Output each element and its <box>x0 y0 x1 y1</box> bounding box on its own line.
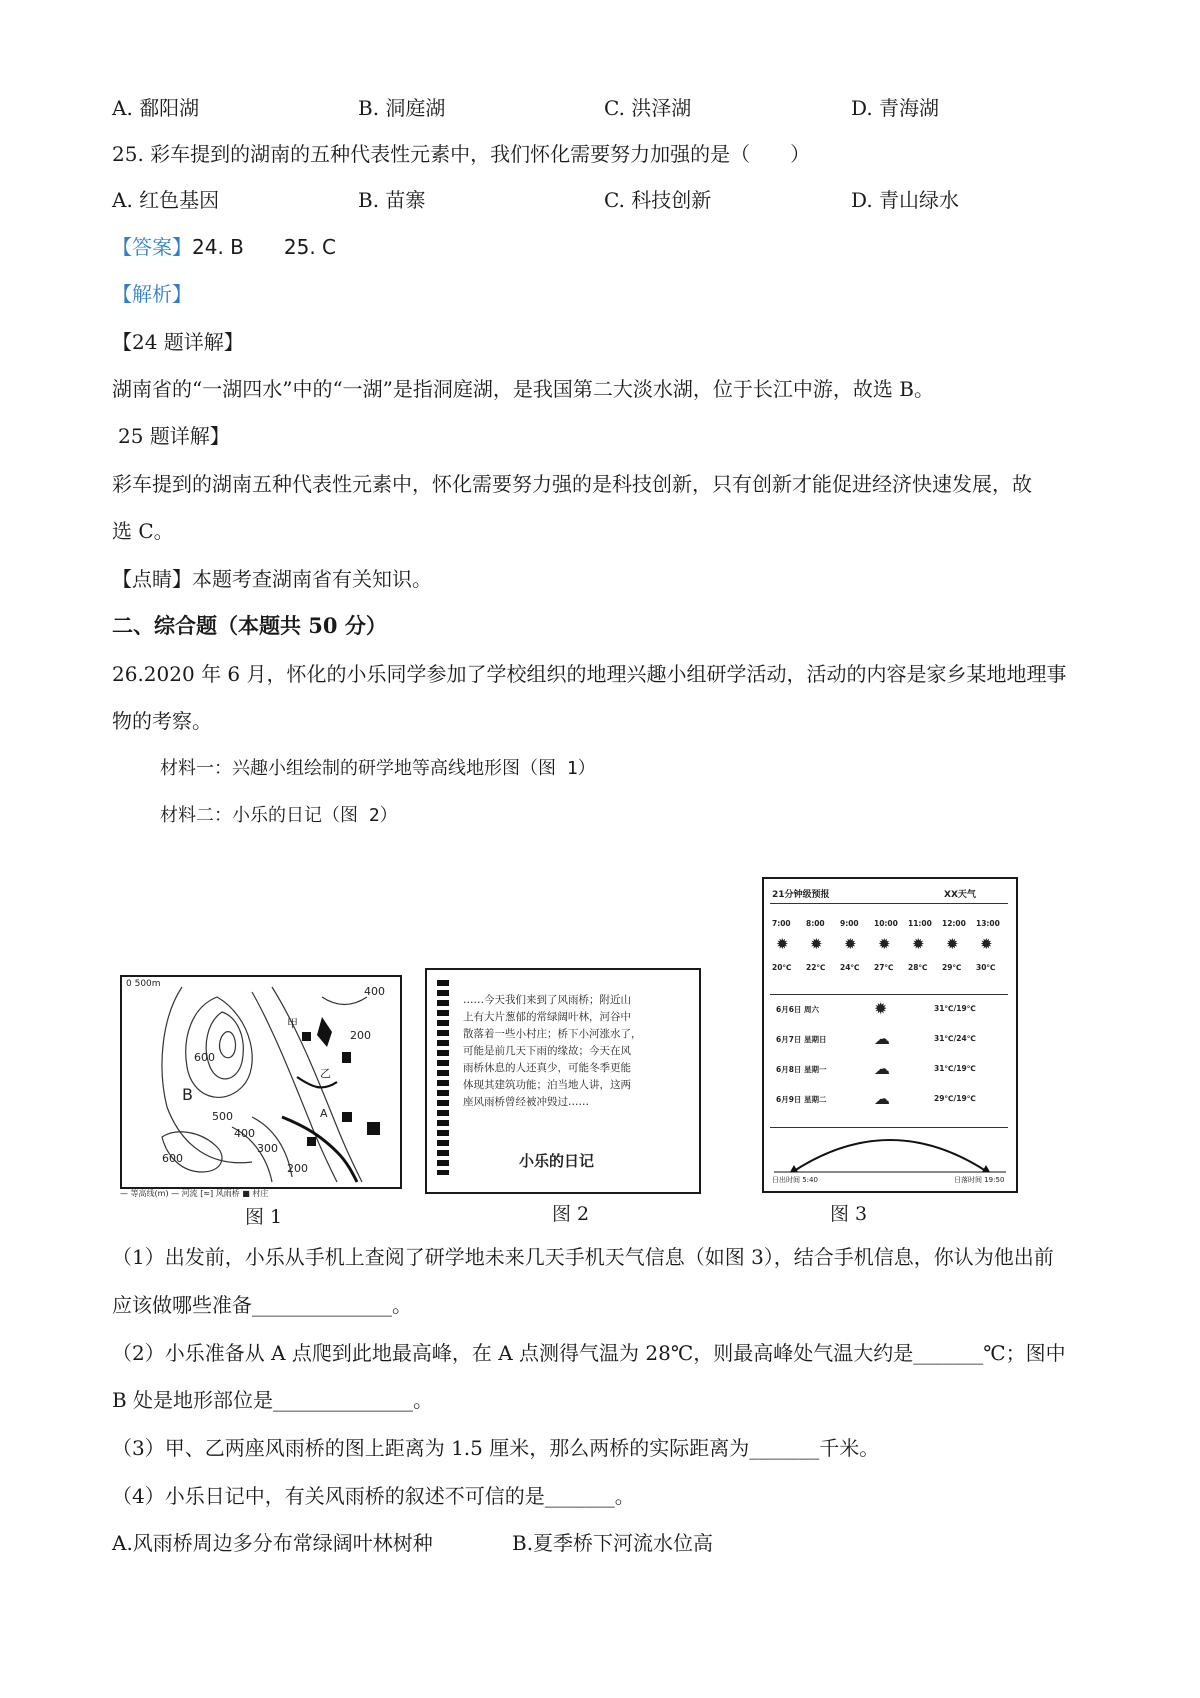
divider <box>770 994 1008 995</box>
forecast-temp: 24℃ <box>840 963 860 972</box>
sun-icon: ✹ <box>776 935 789 953</box>
q26-stem-1: 26.2020 年 6 月，怀化的小乐同学参加了学校组织的地理兴趣小组研学活动，活动的内容是家乡某地地理事 <box>112 662 1067 686</box>
forecast-temp: 28℃ <box>908 963 928 972</box>
q24-option-c: C. 洪泽湖 <box>604 96 692 120</box>
forecast-hour: 7:00 <box>772 919 791 928</box>
weather-header-right: XX天气 <box>944 890 976 900</box>
forecast-day-range: 31℃/19℃ <box>934 1064 976 1073</box>
forecast-temp: 29℃ <box>942 963 962 972</box>
material-1: 材料一：兴趣小组绘制的研学地等高线地形图（图 1） <box>160 758 596 779</box>
figure-2-diary <box>425 968 701 1194</box>
sun-icon: ✹ <box>844 935 857 953</box>
point-a-label: A <box>320 1107 328 1120</box>
sub-question-4-option-b: B.夏季桥下河流水位高 <box>512 1531 714 1555</box>
cloud-icon: ☁ <box>874 1059 890 1078</box>
forecast-hour: 10:00 <box>874 919 898 928</box>
bridge-jia-label: 甲 <box>287 1017 298 1030</box>
cloud-icon: ☁ <box>874 1029 890 1048</box>
forecast-hour: 9:00 <box>840 919 859 928</box>
forecast-day-range: 31℃/24℃ <box>934 1034 976 1043</box>
figure-2-caption: 图 2 <box>552 1203 590 1225</box>
point-b-label: B <box>182 1085 193 1104</box>
forecast-temp: 27℃ <box>874 963 894 972</box>
diary-line: 可能是前几天下雨的缘故；今天在风 <box>463 1045 631 1057</box>
answer-line <box>112 233 336 261</box>
q24-option-a: A. 鄱阳湖 <box>112 96 200 120</box>
answer-tag: 【答案】 <box>112 235 192 259</box>
detail-25-body-2: 选 C。 <box>112 519 174 543</box>
q25-option-d: D. 青山绿水 <box>851 188 960 212</box>
contour-label-200-ne: 200 <box>350 1029 371 1042</box>
figure-1-contour-map <box>120 975 402 1189</box>
contour-label-500: 500 <box>212 1110 233 1123</box>
answer-text: 24. B 25. C <box>192 235 337 259</box>
forecast-hour: 12:00 <box>942 919 966 928</box>
diary-binding <box>437 980 449 1175</box>
detail-25-body-1: 彩车提到的湖南五种代表性元素中，怀化需要努力强的是科技创新，只有创新才能促进经济快速发展，故 <box>112 472 1032 496</box>
detail-24-body: 湖南省的“一湖四水”中的“一湖”是指洞庭湖，是我国第二大淡水湖，位于长江中游，故选 B。 <box>112 377 934 401</box>
forecast-hour: 13:00 <box>976 919 1000 928</box>
forecast-day-range: 31℃/19℃ <box>934 1004 976 1013</box>
sub-question-1a: （1）出发前，小乐从手机上查阅了研学地未来几天手机天气信息（如图 3），结合手机信息，你认为他出前 <box>112 1245 1054 1269</box>
sun-icon: ✹ <box>874 999 888 1018</box>
forecast-day-date: 6月8日 星期一 <box>776 1065 827 1074</box>
figure-3-weather <box>762 877 1018 1193</box>
contour-label-400-ne: 400 <box>364 985 385 998</box>
map-legend: — 等高线(m) — 河流 [≈] 风雨桥 ■ 村庄 <box>120 1189 269 1198</box>
sub-question-1b: 应该做哪些准备______________。 <box>112 1293 412 1317</box>
q26-stem-2: 物的考察。 <box>112 709 212 733</box>
sun-icon: ✹ <box>912 935 925 953</box>
divider <box>770 903 1008 904</box>
sun-arc <box>764 1129 1016 1179</box>
figure-1-caption: 图 1 <box>245 1206 283 1228</box>
diary-line: 散落着一些小村庄；桥下小河涨水了， <box>463 1028 642 1040</box>
bridge-yi-label: 乙 <box>320 1067 331 1080</box>
sun-icon: ✹ <box>980 935 993 953</box>
sub-question-4: （4）小乐日记中，有关风雨桥的叙述不可信的是_______。 <box>112 1484 635 1508</box>
dianjing-note: 【点睛】本题考查湖南省有关知识。 <box>112 567 432 591</box>
diary-text <box>463 992 642 1111</box>
diary-line: 体现其建筑功能；泊当地人讲，这两 <box>463 1079 631 1091</box>
sun-icon: ✹ <box>878 935 891 953</box>
q25-option-a: A. 红色基因 <box>112 188 220 212</box>
forecast-temp: 20℃ <box>772 963 792 972</box>
sub-question-4-option-a: A.风雨桥周边多分布常绿阔叶林树种 <box>112 1531 433 1555</box>
forecast-day-date: 6月7日 星期日 <box>776 1035 827 1044</box>
forecast-day-range: 29℃/19℃ <box>934 1094 976 1103</box>
contour-label-600-peak: 600 <box>194 1051 215 1064</box>
diary-title: 小乐的日记 <box>519 1152 595 1170</box>
detail-24-heading: 【24 题详解】 <box>112 330 244 354</box>
q24-option-d: D. 青海湖 <box>851 96 940 120</box>
diary-line: 雨桥休息的人还真少，可能冬季更能 <box>463 1062 631 1074</box>
sunrise-time: 日出时间 5:40 <box>772 1176 818 1184</box>
figure-3-caption: 图 3 <box>830 1203 868 1225</box>
contour-label-300: 300 <box>257 1142 278 1155</box>
sub-question-3: （3）甲、乙两座风雨桥的图上距离为 1.5 厘米，那么两桥的实际距离为_______千米。 <box>112 1436 880 1460</box>
forecast-temp: 30℃ <box>976 963 996 972</box>
diary-line: 座风雨桥曾经被冲毁过…… <box>463 1096 589 1108</box>
sunset-time: 日落时间 19:50 <box>954 1176 1005 1184</box>
sub-question-2b: B 处是地形部位是______________。 <box>112 1388 434 1412</box>
sun-icon: ✹ <box>810 935 823 953</box>
q25-stem: 25. 彩车提到的湖南的五种代表性元素中，我们怀化需要努力加强的是（ ） <box>112 142 811 166</box>
section-heading: 二、综合题（本题共 50 分） <box>112 613 387 638</box>
q25-option-c: C. 科技创新 <box>604 188 712 212</box>
forecast-hour: 11:00 <box>908 919 932 928</box>
forecast-hour: 8:00 <box>806 919 825 928</box>
forecast-temp: 22℃ <box>806 963 826 972</box>
divider <box>770 1127 1008 1128</box>
diary-line: ……今天我们来到了风雨桥；附近山 <box>463 994 631 1006</box>
q24-option-b: B. 洞庭湖 <box>358 96 446 120</box>
contour-label-400: 400 <box>234 1127 255 1140</box>
analysis-tag: 【解析】 <box>112 282 192 306</box>
contour-label-200: 200 <box>287 1162 308 1175</box>
weather-header-left: 21分钟级预报 <box>772 890 830 900</box>
sub-question-2a: （2）小乐准备从 A 点爬到此地最高峰，在 A 点测得气温为 28℃，则最高峰处气温大约是_______℃；图中 <box>112 1341 1066 1365</box>
diary-line: 上有大片葱郁的常绿阔叶林，河谷中 <box>463 1011 631 1023</box>
cloud-icon: ☁ <box>874 1089 890 1108</box>
q25-option-b: B. 苗寨 <box>358 188 426 212</box>
detail-25-heading: 25 题详解】 <box>118 424 230 448</box>
forecast-day-date: 6月9日 星期二 <box>776 1095 827 1104</box>
map-scale: 0 500m <box>126 979 161 989</box>
contour-label-600-sw: 600 <box>162 1152 183 1165</box>
sun-icon: ✹ <box>946 935 959 953</box>
material-2: 材料二：小乐的日记（图 2） <box>160 805 398 826</box>
forecast-day-date: 6月6日 周六 <box>776 1005 820 1014</box>
